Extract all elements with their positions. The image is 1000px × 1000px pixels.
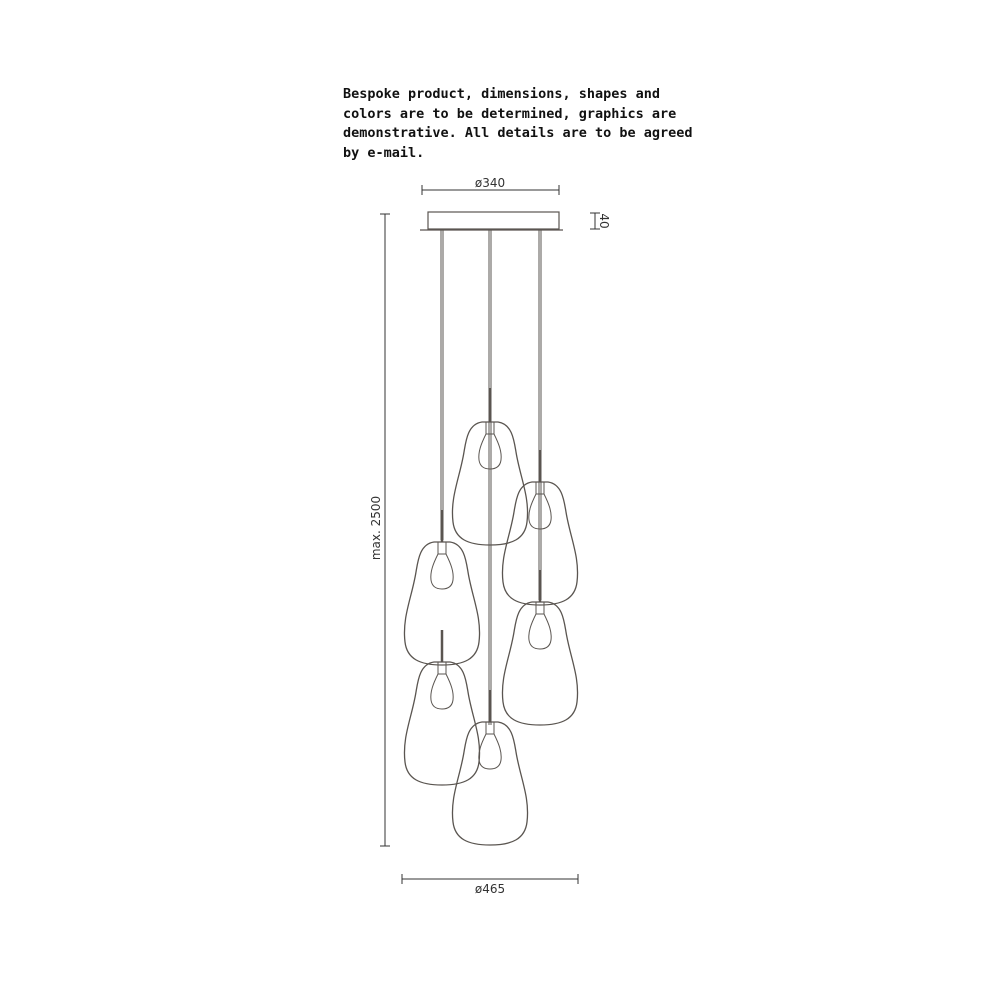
canopy-diameter-label: ø340 xyxy=(474,176,506,190)
suspension-cables xyxy=(441,230,541,725)
glass-shade-6 xyxy=(452,722,527,845)
glass-shade-4 xyxy=(502,602,577,725)
glass-shade-5 xyxy=(404,662,479,785)
note-line-4: by e-mail. xyxy=(343,144,425,161)
max-height-label: max. 2500 xyxy=(369,495,383,561)
canopy xyxy=(420,212,563,230)
cluster-diameter-label: ø465 xyxy=(474,882,506,896)
note-line-2: colors are to be determined, graphics are xyxy=(343,105,677,122)
canopy-height-label: 40 xyxy=(597,213,611,229)
note-line-1: Bespoke product, dimensions, shapes and xyxy=(343,86,660,102)
glass-shade-1 xyxy=(452,422,527,545)
note-line-3: demonstrative. All details are to be agreed xyxy=(343,125,693,141)
